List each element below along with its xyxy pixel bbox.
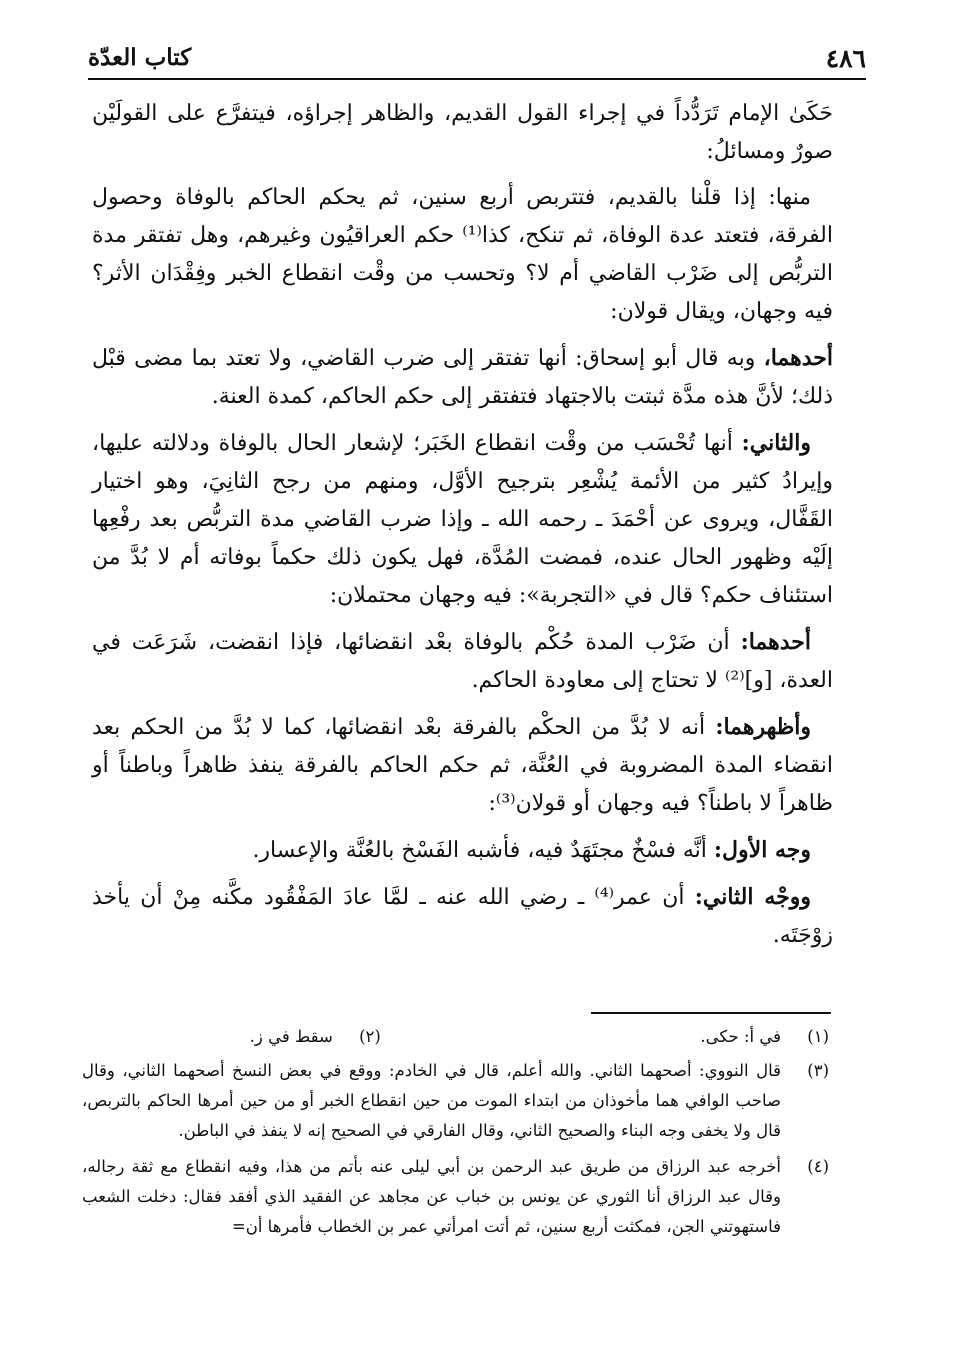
paragraph-lead: أحدهما، (763, 345, 833, 371)
paragraph (92, 424, 833, 615)
paragraph (92, 878, 833, 955)
footnote-text: أخرجه عبد الرزاق من طريق عبد الرحمن بن أبي ليلى عنه بأتم من هذا، وفيه انقطاع مع ثقة رجاله، وقال عبد الرزاق أنا الثوري عن يونس بن خباب عن مجاهد عن الفقيد الذي أفقد فقال: دخلت الشعب فاستهوتني الجن، فمكثت أربع سنين، ثم أتت امرأتي عمر بن الخطاب فأمرها أن= (82, 1157, 781, 1236)
footnote-3 (82, 1056, 829, 1146)
paragraph-lead: والثاني: (741, 430, 811, 456)
paragraph-text: أنَّه فسْخٌ مجتَهَدٌ فيه، فأشبه الفَسْخ بالعُنَّة والإعسار. (252, 838, 714, 863)
paragraph (92, 831, 833, 870)
paragraph-lead: ووجْه الثاني: (694, 884, 811, 910)
footnote-number: (٣) (807, 1061, 829, 1080)
footnote-number: (٤) (807, 1157, 829, 1176)
paragraph-text: أن ضَرْب المدة حُكْم بالوفاة بعْد انقضائها، فإذا انقضت، شَرَعَت في العدة، [و]⁽²⁾ لا تحتاج إلى معاودة الحاكم. (92, 630, 833, 693)
paragraph (92, 623, 833, 700)
paragraph-text: أنها تُحْسَب من وقْت انقطاع الخَبَر؛ لإشعار الحال بالوفاة ودلالته عليها، وإيرادُ كثير من الأئمة يُشْعِر بترجيح الأوَّل، ومنهم من رجح الثانِيَ، وهو اختيار القَفَّال، ويروى عن أحْمَدَ ـ رحمه الله ـ وإذا ضرب القاضي مدة التربُّص بعد رفْعِها إلَيْه وظهور الحال عنده، فمضت المُدَّة، فهل يكون ذلك حكماً بوفاته أم لا بُدَّ من استئناف حكم؟ قال في «التجربة»: فيه وجهان محتملان: (92, 431, 833, 608)
footnote-row (82, 1022, 829, 1052)
paragraph-lead: وأظهرهما: (715, 714, 811, 740)
footnote-text: سقط في ز. (249, 1027, 333, 1046)
paragraph-text: وبه قال أبو إسحاق: أنها تفتقر إلى ضرب القاضي، ولا تعتد بما مضى قبْل ذلك؛ لأنَّ هذه مدَّة ثبتت بالاجتهاد فتفتقر إلى حكم الحاكم، كمدة العنة. (92, 346, 833, 409)
footnote-number: (١) (807, 1027, 829, 1046)
paragraph-text: أنه لا بُدَّ من الحكْم بالفرقة بعْد انقضائها، كما لا بُدَّ من الحكم بعد انقضاء المدة المضروبة في العُنَّة، ثم حكم الحاكم بالفرقة ينفذ ظاهراً وباطناً أو ظاهراً لا باطناً؟ فيه وجهان أو قولان⁽³⁾: (92, 715, 833, 816)
running-title: كتاب العدّة (88, 44, 192, 71)
footnote-1 (381, 1022, 829, 1052)
paragraph (92, 339, 833, 416)
paragraph: حَكَىٰ الإمام تَرَدُّداً في إجراء القول القديم، والظاهر إجراؤه، فيتفرَّع على القولَيْن صورٌ ومسائلُ: (92, 101, 833, 164)
footnote-separator (591, 1012, 831, 1014)
paragraph-lead: أحدهما: (740, 629, 811, 655)
paragraph: منها: إذا قلْنا بالقديم، فتتربص أربع سنين، ثم يحكم الحاكم بالوفاة وحصول الفرقة، فتعتد عدة الوفاة، ثم تنكح، كذا⁽¹⁾ حكم العراقيُون وغيرهم، وهل تفتقر مدة التربُّص إلى ضَرْب القاضي أم لا؟ وتحسب من وقْت انقطاع الخبر وفِقْدَان الأثر؟ فيه وجهان، ويقال قولان: (92, 185, 833, 324)
paragraph-lead: وجه الأول: (713, 837, 811, 863)
footnote-2 (82, 1022, 381, 1052)
page-number: ٤٨٦ (825, 44, 866, 73)
main-text (92, 95, 833, 963)
footnote-4 (82, 1152, 829, 1242)
footnote-number: (٢) (359, 1027, 381, 1046)
page-header (88, 38, 866, 80)
footnote-text: قال النووي: أصحهما الثاني. والله أعلم، قال في الخادم: ووقع في بعض النسخ أصحهما الثاني، وقال صاحب الوافي هما مأخوذان من ابتداء الموت من حين انقطاع الخبر أو من حين أمرها الحاكم بالتربص، قال ولا يخفى وجه البناء والصحيح الثاني، وقال الفارقي في الصحيح إنه لا ينفذ في الباطن. (82, 1061, 781, 1140)
paragraph (92, 708, 833, 823)
paragraph-text: أن عمر⁽⁴⁾ ـ رضي الله عنه ـ لمَّا عادَ المَفْقُود مكَّنه مِنْ أن يأخذ زوْجَتَه. (92, 885, 833, 948)
footnotes (82, 1022, 829, 1248)
footnote-text: في أ: حكى. (700, 1027, 781, 1046)
